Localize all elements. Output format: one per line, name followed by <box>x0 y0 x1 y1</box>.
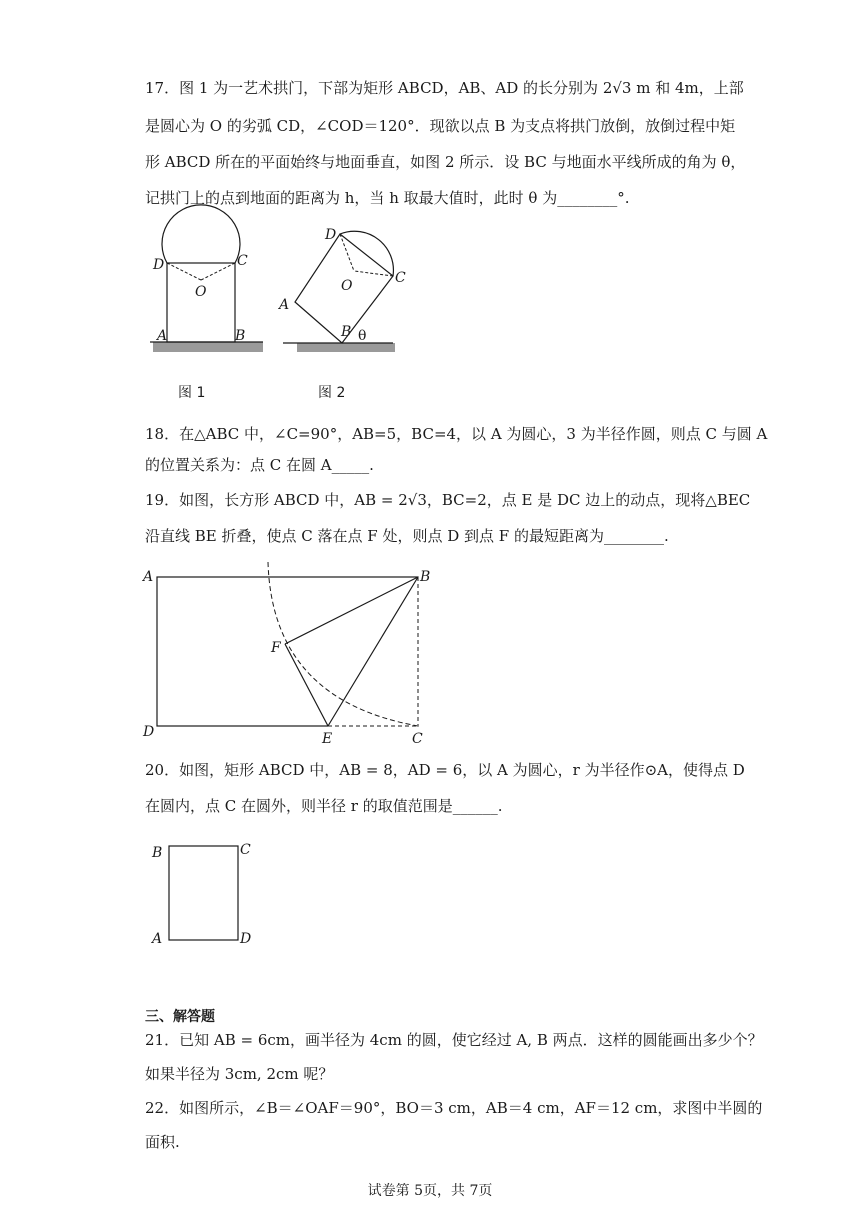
q20-line-1: 20．如图，矩形 ABCD 中，AB = 8，AD = 6，以 A 为圆心，r 为半径作⊙A，使得点 D <box>145 761 745 779</box>
arc-cd <box>162 205 240 263</box>
q20-figure <box>148 836 258 951</box>
rectangle-abcd <box>157 577 418 726</box>
label-a: A <box>279 297 290 313</box>
figure-2-caption: 图 2 <box>318 385 346 401</box>
label-b: B <box>235 328 246 344</box>
ground-hatch <box>297 343 395 352</box>
rectangle-abcd <box>169 846 238 940</box>
q17-line-1: 17．图 1 为一艺术拱门，下部为矩形 ABCD，AB、AD 的长分别为 2√3 m 和 4m，上部 <box>145 79 744 97</box>
label-d: D <box>325 227 337 243</box>
q17-figure-1 <box>145 222 275 352</box>
label-f: F <box>271 640 281 656</box>
label-c: C <box>237 253 248 269</box>
rectangle-abcd <box>167 263 235 342</box>
q18-line-2: 的位置关系为：点 C 在圆 A_____. <box>145 456 374 474</box>
q17-line-4: 记拱门上的点到地面的距离为 h，当 h 取最大值时，此时 θ 为________°. <box>145 189 630 207</box>
label-c: C <box>240 842 251 858</box>
label-o: O <box>195 284 207 300</box>
label-b: B <box>420 569 431 585</box>
label-a: A <box>152 931 163 947</box>
q19-line-2: 沿直线 BE 折叠，使点 C 落在点 F 处，则点 D 到点 F 的最短距离为________. <box>145 527 669 545</box>
section-title: 三、解答题 <box>145 1009 215 1025</box>
label-d: D <box>240 931 252 947</box>
q20-line-2: 在圆内，点 C 在圆外，则半径 r 的取值范围是______. <box>145 797 503 815</box>
label-d: D <box>143 724 155 740</box>
label-c: C <box>412 731 423 747</box>
q21-line-1: 21．已知 AB = 6cm，画半径为 4cm 的圆，使它经过 A, B 两点．这样的圆能画出多少个？ <box>145 1031 763 1049</box>
q22-line-1: 22．如图所示，∠B＝∠OAF＝90°，BO＝3 cm，AB＝4 cm，AF＝12 cm，求图中半圆的 <box>145 1099 763 1117</box>
figure-1-caption: 图 1 <box>178 385 206 401</box>
label-theta: θ <box>358 328 367 344</box>
label-e: E <box>322 731 333 747</box>
label-b: B <box>341 324 352 340</box>
q19-line-1: 19．如图，长方形 ABCD 中，AB = 2√3，BC=2，点 E 是 DC 边上的动点，现将△BEC <box>145 491 751 509</box>
label-o: O <box>341 278 353 294</box>
label-a: A <box>157 328 168 344</box>
page-footer: 试卷第 5页，共 7页 <box>367 1183 493 1199</box>
label-b: B <box>152 845 163 861</box>
q22-line-2: 面积. <box>145 1133 180 1151</box>
q17-figure-2 <box>275 222 405 352</box>
label-c: C <box>395 270 406 286</box>
q18-line-1: 18．在△ABC 中，∠C=90°，AB=5，BC=4，以 A 为圆心，3 为半径作圆，则点 C 与圆 A <box>145 425 768 443</box>
q19-figure <box>140 560 440 750</box>
ground-hatch <box>153 342 263 352</box>
label-a: A <box>143 569 154 585</box>
q21-line-2: 如果半径为 3cm, 2cm 呢？ <box>145 1065 334 1083</box>
q17-line-3: 形 ABCD 所在的平面始终与地面垂直，如图 2 所示．设 BC 与地面水平线所成的角为 θ， <box>145 153 746 171</box>
label-d: D <box>153 257 165 273</box>
q17-line-2: 是圆心为 O 的劣弧 CD，∠COD＝120°．现欲以点 B 为支点将拱门放倒，放倒过程中矩 <box>145 117 736 135</box>
